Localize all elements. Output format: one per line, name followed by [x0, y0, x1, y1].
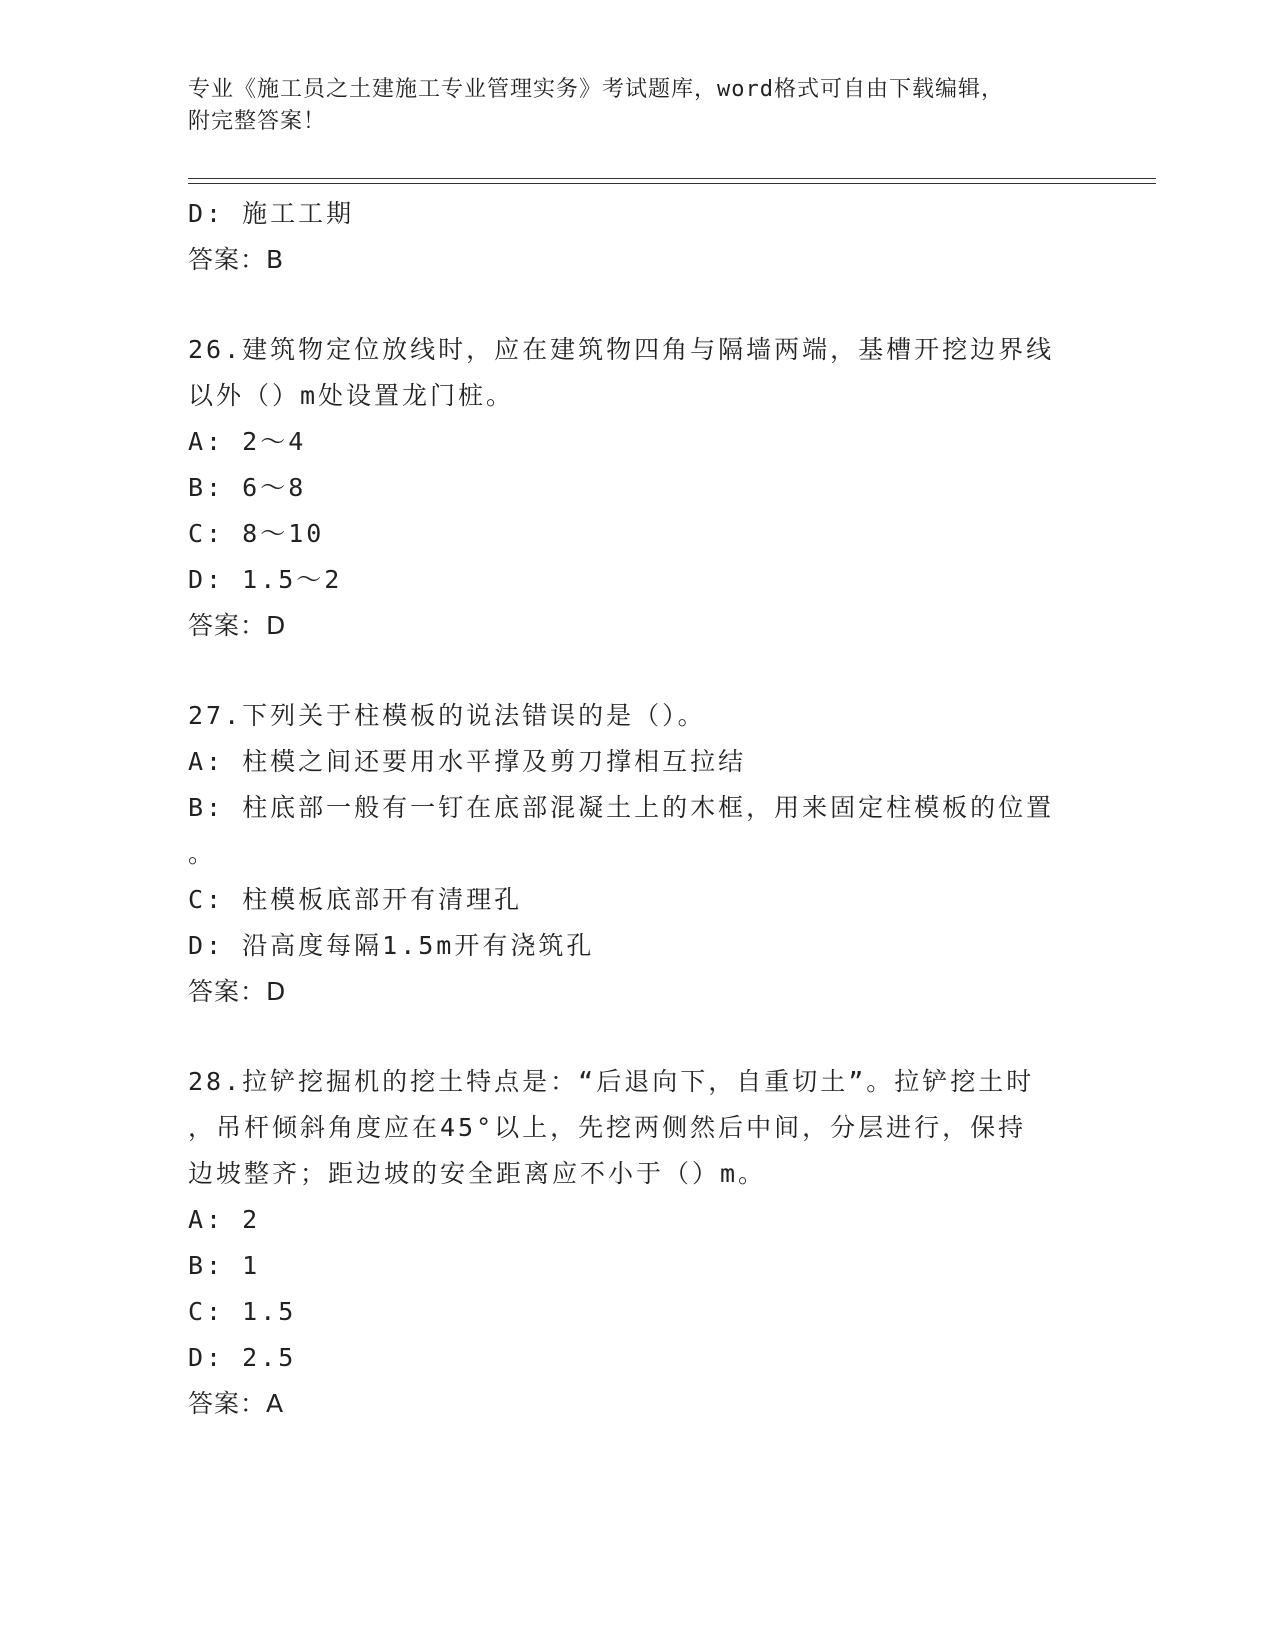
answer-line: 答案：D	[188, 977, 287, 1006]
document-body	[188, 191, 1088, 1427]
option-a: A: 2	[188, 1205, 261, 1234]
header-rule-top	[188, 178, 1156, 179]
question-stem: 26.建筑物定位放线时，应在建筑物四角与隔墙两端，基槽开挖边界线	[188, 335, 1055, 364]
previous-question-tail	[188, 191, 1088, 283]
option-b: B: 6～8	[188, 473, 307, 502]
question-stem: ，吊杆倾斜角度应在45°以上，先挖两侧然后中间，分层进行，保持	[188, 1113, 1027, 1142]
option-a: A: 柱模之间还要用水平撑及剪刀撑相互拉结	[188, 747, 747, 776]
header-line-1: 专业《施工员之土建施工专业管理实务》考试题库，word格式可自由下载编辑，	[188, 77, 1004, 102]
spacer	[188, 1015, 1088, 1059]
option-b: B: 柱底部一般有一钉在底部混凝土上的木框，用来固定柱模板的位置	[188, 793, 1055, 822]
option-b: B: 1	[188, 1251, 261, 1280]
option-b-continuation: 。	[188, 839, 217, 868]
option-c: C: 8～10	[188, 519, 325, 548]
option-d: D: 施工工期	[188, 199, 355, 228]
answer-line: 答案：B	[188, 245, 285, 274]
header-line-2: 附完整答案！	[188, 109, 327, 134]
option-d: D: 2.5	[188, 1343, 297, 1372]
answer-line: 答案：A	[188, 1389, 285, 1418]
option-a: A: 2～4	[188, 427, 307, 456]
question-stem: 边坡整齐；距边坡的安全距离应不小于（）m。	[188, 1159, 767, 1188]
option-c: C: 柱模板底部开有清理孔	[188, 885, 523, 914]
question-stem: 27.下列关于柱模板的说法错误的是（）。	[188, 701, 706, 730]
option-d: D: 沿高度每隔1.5m开有浇筑孔	[188, 931, 595, 960]
document-header	[188, 74, 1068, 138]
question-27	[188, 693, 1088, 1015]
spacer	[188, 649, 1088, 693]
question-26	[188, 327, 1088, 649]
question-stem: 以外（）m处设置龙门桩。	[188, 381, 515, 410]
option-d: D: 1.5～2	[188, 565, 343, 594]
spacer	[188, 283, 1088, 327]
header-rule-bottom	[188, 183, 1156, 184]
answer-line: 答案：D	[188, 611, 287, 640]
option-c: C: 1.5	[188, 1297, 297, 1326]
question-stem: 28.拉铲挖掘机的挖土特点是：“后退向下，自重切土”。拉铲挖土时	[188, 1067, 1035, 1096]
question-28	[188, 1059, 1088, 1427]
